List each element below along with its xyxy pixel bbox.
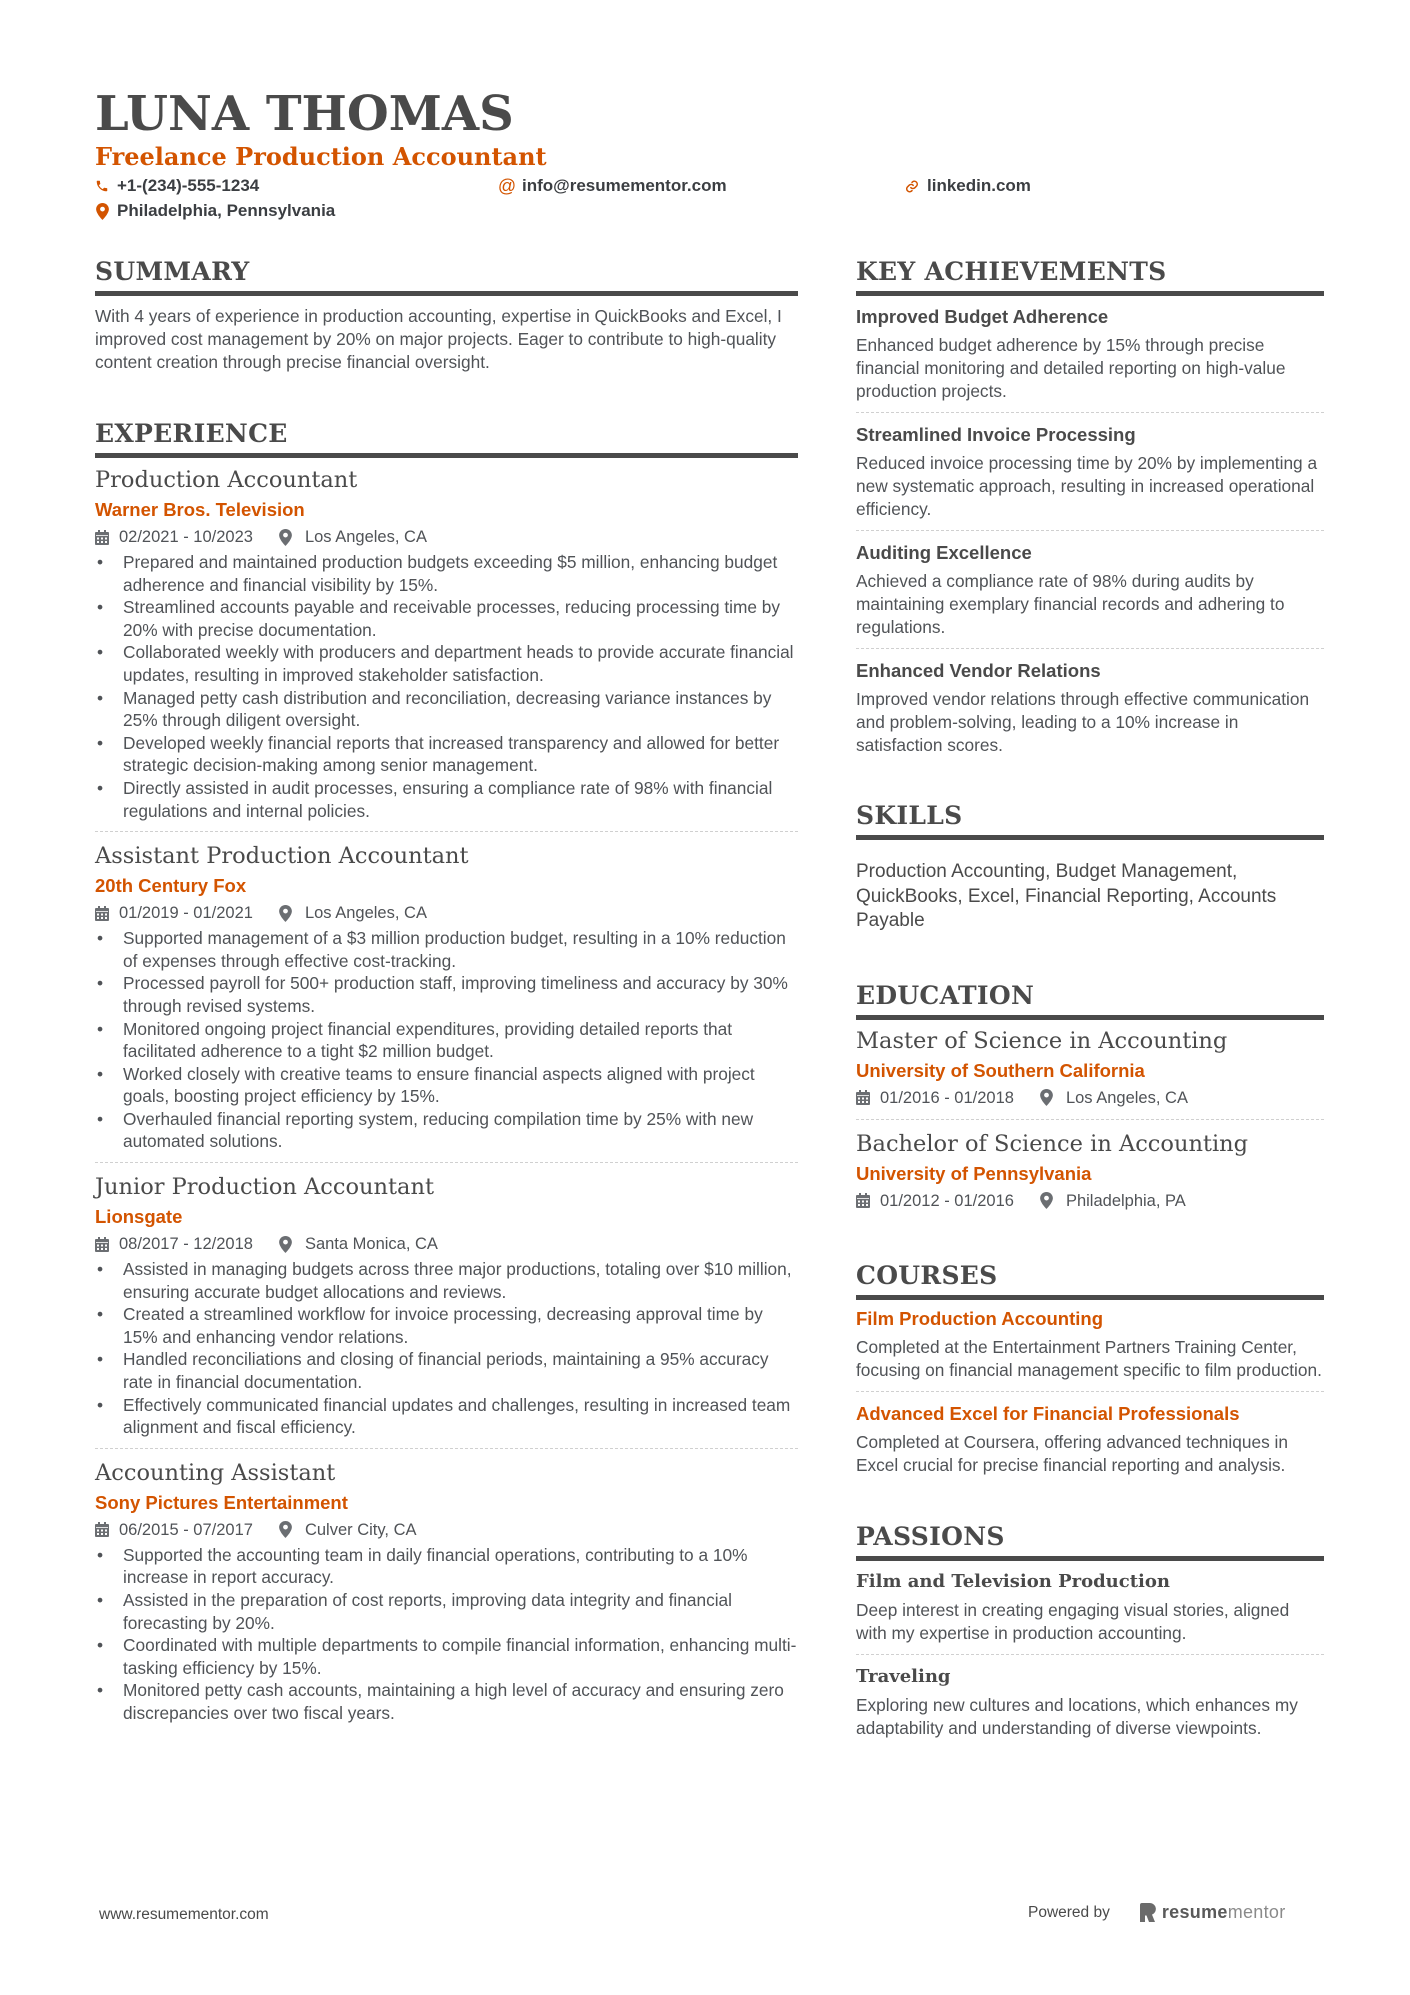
- dashed-divider: [856, 530, 1324, 531]
- date-range: 06/2015 - 07/2017: [119, 1520, 253, 1539]
- location: [279, 525, 427, 549]
- location-pin-icon: [1040, 1090, 1054, 1106]
- passion-title: Film and Television Production: [856, 1570, 1170, 1592]
- company-name: Warner Bros. Television: [95, 499, 305, 520]
- bullet-list: [95, 927, 798, 1153]
- bullet-item: • Monitored petty cash accounts, maintaining a high level of accuracy and ensuring zero discrepancies over two fiscal years.: [95, 1679, 798, 1724]
- bullet-item: • Assisted in managing budgets across three major productions, totaling over $10 million, ensuring accurate budget allocations and reviews.: [95, 1258, 798, 1303]
- school-name: University of Southern California: [856, 1059, 1145, 1081]
- bullet-item: • Monitored ongoing project financial expenditures, providing detailed reports that facilitated adherence to a tight $2 million budget.: [95, 1018, 798, 1063]
- location: [1040, 1189, 1186, 1213]
- courses-heading: COURSES: [856, 1260, 1324, 1300]
- degree-title: Master of Science in Accounting: [856, 1027, 1228, 1054]
- location-pin-icon: [279, 529, 293, 545]
- summary-section: [95, 256, 798, 374]
- achievement-desc: Improved vendor relations through effective communication and problem-solving, leading to a 10% increase in satisfaction scores.: [856, 689, 1310, 755]
- bullet-item: • Handled reconciliations and closing of financial periods, maintaining a 95% accuracy rate in financial documentation.: [95, 1348, 798, 1393]
- experience-heading: EXPERIENCE: [95, 418, 798, 458]
- date-range: 02/2021 - 10/2023: [119, 528, 253, 546]
- dashed-divider: [95, 1448, 798, 1449]
- course-item: [856, 1306, 1324, 1382]
- bullet-list: [95, 1258, 798, 1439]
- course-title: Film Production Accounting: [856, 1307, 1103, 1329]
- location: [1040, 1086, 1188, 1110]
- right-column: [856, 256, 1324, 1740]
- location-text: Santa Monica, CA: [304, 1235, 438, 1254]
- link-icon: [905, 177, 919, 195]
- passions-list: [856, 1569, 1324, 1740]
- location-pin-icon: [279, 1236, 293, 1252]
- bullet-item: • Worked closely with creative teams to ensure financial aspects aligned with project goals, boosting project efficiency by 15%.: [95, 1063, 798, 1108]
- location: [279, 901, 427, 925]
- company-name: Sony Pictures Entertainment: [95, 1491, 348, 1513]
- left-column: [95, 256, 798, 1725]
- dashed-divider: [856, 648, 1324, 649]
- location-pin-icon: [279, 1522, 293, 1538]
- location-text: Culver City, CA: [304, 1520, 417, 1539]
- experience-list: [95, 465, 798, 1725]
- achievement-desc: Achieved a compliance rate of 98% during audits by maintaining exemplary financial records and adhering to regulations.: [856, 571, 1285, 637]
- email-text: info@resumementor.com: [522, 176, 727, 195]
- calendar-icon: [856, 1090, 870, 1106]
- achievement-item: [856, 422, 1324, 521]
- bullet-item: • Overhauled financial reporting system, reducing compilation time by 25% with new automated solutions.: [95, 1108, 798, 1153]
- at-icon: @: [497, 176, 517, 196]
- calendar-icon: [95, 1236, 109, 1252]
- bullet-item: • Collaborated weekly with producers and department heads to provide accurate financial updates, resulting in improved stakeholder satisfaction.: [95, 641, 798, 686]
- course-desc: Completed at the Entertainment Partners Training Center, focusing on financial management specific to film production.: [856, 1336, 1322, 1380]
- location-text: Los Angeles, CA: [304, 528, 427, 546]
- powered-by-text: Powered by: [1028, 1903, 1110, 1921]
- summary-text: With 4 years of experience in production accounting, expertise in QuickBooks and Excel, I improved cost management by 20% on major projects. Eager to contribute to high-quality content creation through precise financial oversight.: [95, 306, 782, 372]
- candidate-title: Freelance Production Accountant: [95, 142, 547, 171]
- experience-item: [95, 465, 798, 822]
- achievements-heading: KEY ACHIEVEMENTS: [856, 256, 1324, 296]
- experience-item: [95, 841, 798, 1153]
- course-item: [856, 1401, 1324, 1477]
- passions-heading: PASSIONS: [856, 1521, 1324, 1561]
- bullet-item: • Streamlined accounts payable and receivable processes, reducing processing time by 20% with precise documentation.: [95, 596, 798, 641]
- achievement-title: Improved Budget Adherence: [856, 306, 1109, 327]
- date-location-row: [95, 1518, 798, 1542]
- location-text: Los Angeles, CA: [304, 904, 427, 923]
- phone-icon: [95, 177, 109, 195]
- location: [279, 1518, 417, 1542]
- passion-desc: Exploring new cultures and locations, which enhances my adaptability and understanding of diverse viewpoints.: [856, 1694, 1298, 1738]
- job-title: Accounting Assistant: [95, 1459, 336, 1486]
- location-pin-icon: [279, 905, 293, 921]
- resume-header: [95, 84, 1325, 224]
- passions-section: [856, 1521, 1324, 1740]
- bullet-item: • Supported management of a $3 million production budget, resulting in a 10% reduction of expenses through effective cost-tracking.: [95, 927, 798, 972]
- bullet-list: [95, 1544, 798, 1725]
- contact-location: [95, 199, 335, 223]
- resumementor-logo[interactable]: [1140, 1902, 1286, 1923]
- calendar-icon: [856, 1193, 870, 1209]
- date-range: 01/2012 - 01/2016: [880, 1191, 1014, 1210]
- date-location-row: [856, 1189, 1324, 1213]
- contact-info: [95, 174, 1325, 224]
- course-desc: Completed at Coursera, offering advanced techniques in Excel crucial for precise financial reporting and analysis.: [856, 1431, 1288, 1475]
- location-pin-icon: [1040, 1193, 1054, 1209]
- bullet-item: • Developed weekly financial reports that increased transparency and allowed for better strategic decision-making among senior management.: [95, 732, 798, 777]
- date-range: 08/2017 - 12/2018: [119, 1235, 253, 1254]
- phone-text: +1-(234)-555-1234: [117, 176, 260, 195]
- bullet-list: [95, 551, 798, 822]
- date-location-row: [95, 1232, 798, 1256]
- location-text: Philadelphia, PA: [1065, 1191, 1186, 1210]
- date-location-row: [95, 901, 798, 925]
- school-name: University of Pennsylvania: [856, 1162, 1092, 1184]
- footer-website[interactable]: www.resumementor.com: [99, 1906, 269, 1923]
- bullet-item: • Created a streamlined workflow for invoice processing, decreasing approval time by 15% and enhancing vendor relations.: [95, 1303, 798, 1348]
- education-item: [856, 1026, 1324, 1110]
- footer-branding: [1028, 1902, 1286, 1923]
- company-name: Lionsgate: [95, 1206, 183, 1228]
- summary-heading: SUMMARY: [95, 256, 798, 296]
- location-text: Los Angeles, CA: [1065, 1088, 1188, 1107]
- date-location-row: [95, 525, 798, 549]
- bullet-item: • Managed petty cash distribution and reconciliation, decreasing variance instances by 25% through diligent oversight.: [95, 687, 798, 732]
- date-range: 01/2016 - 01/2018: [880, 1088, 1014, 1107]
- bullet-item: • Processed payroll for 500+ production staff, improving timeliness and accuracy by 30% through revised systems.: [95, 972, 798, 1017]
- logo-text-light: mentor: [1227, 1902, 1286, 1922]
- achievement-item: [856, 540, 1324, 639]
- passion-item: [856, 1569, 1324, 1645]
- date-range: 01/2019 - 01/2021: [119, 904, 253, 923]
- education-list: [856, 1026, 1324, 1213]
- bullet-item: • Directly assisted in audit processes, ensuring a compliance rate of 98% with financial regulations and internal policies.: [95, 777, 798, 822]
- achievement-item: [856, 304, 1324, 403]
- achievements-section: [856, 256, 1324, 757]
- education-heading: EDUCATION: [856, 980, 1324, 1020]
- passion-item: [856, 1664, 1324, 1740]
- job-title: Junior Production Accountant: [95, 1174, 434, 1201]
- contact-phone[interactable]: [95, 174, 259, 198]
- achievement-title: Enhanced Vendor Relations: [856, 660, 1101, 681]
- passion-title: Traveling: [856, 1665, 951, 1687]
- linkedin-text: linkedin.com: [927, 176, 1031, 195]
- achievement-title: Auditing Excellence: [856, 542, 1032, 563]
- education-item: [856, 1129, 1324, 1213]
- resumementor-logo-icon: [1140, 1903, 1156, 1922]
- dashed-divider: [856, 1119, 1324, 1120]
- dashed-divider: [856, 412, 1324, 413]
- education-section: [856, 980, 1324, 1213]
- bullet-item: • Coordinated with multiple departments to compile financial information, enhancing multi-tasking efficiency by 15%.: [95, 1634, 798, 1679]
- company-name: 20th Century Fox: [95, 875, 247, 897]
- job-title: Assistant Production Accountant: [95, 843, 469, 870]
- bullet-item: • Prepared and maintained production budgets exceeding $5 million, enhancing budget adherence and financial visibility by 15%.: [95, 551, 798, 596]
- achievement-title: Streamlined Invoice Processing: [856, 424, 1136, 445]
- skills-section: [856, 800, 1324, 934]
- bullet-item: • Assisted in the preparation of cost reports, improving data integrity and financial forecasting by 20%.: [95, 1589, 798, 1634]
- achievements-list: [856, 304, 1324, 757]
- achievement-item: [856, 658, 1324, 757]
- courses-section: [856, 1260, 1324, 1477]
- dashed-divider: [856, 1654, 1324, 1655]
- dashed-divider: [856, 1391, 1324, 1392]
- courses-list: [856, 1306, 1324, 1477]
- skills-text: Production Accounting, Budget Management, QuickBooks, Excel, Financial Reporting, Accounts Payable: [856, 861, 1277, 931]
- location: [279, 1232, 438, 1256]
- calendar-icon: [95, 1522, 109, 1538]
- contact-email[interactable]: [497, 174, 727, 198]
- degree-title: Bachelor of Science in Accounting: [856, 1130, 1249, 1157]
- logo-text-bold: resume: [1161, 1902, 1228, 1922]
- achievement-desc: Enhanced budget adherence by 15% through precise financial monitoring and detailed reporting on high-value production projects.: [856, 335, 1286, 401]
- location-pin-icon: [95, 202, 109, 220]
- dashed-divider: [95, 1162, 798, 1163]
- passion-desc: Deep interest in creating engaging visual stories, aligned with my expertise in production accounting.: [856, 1599, 1290, 1643]
- dashed-divider: [95, 831, 798, 832]
- experience-item: [95, 1458, 798, 1725]
- calendar-icon: [95, 905, 109, 921]
- course-title: Advanced Excel for Financial Professionals: [856, 1402, 1240, 1424]
- bullet-item: • Supported the accounting team in daily financial operations, contributing to a 10% increase in report accuracy.: [95, 1544, 798, 1589]
- job-title: Production Accountant: [95, 467, 358, 493]
- contact-linkedin[interactable]: [905, 174, 1031, 198]
- calendar-icon: [95, 529, 109, 545]
- experience-item: [95, 1172, 798, 1439]
- date-location-row: [856, 1086, 1324, 1110]
- bullet-item: • Effectively communicated financial updates and challenges, resulting in increased team alignment and fiscal efficiency.: [95, 1394, 798, 1439]
- achievement-desc: Reduced invoice processing time by 20% by implementing a new systematic approach, resulting in increased operational efficiency.: [856, 453, 1318, 519]
- location-text: Philadelphia, Pennsylvania: [117, 201, 336, 220]
- candidate-name: LUNA THOMAS: [95, 86, 514, 142]
- experience-section: [95, 418, 798, 1725]
- skills-heading: SKILLS: [856, 800, 1324, 840]
